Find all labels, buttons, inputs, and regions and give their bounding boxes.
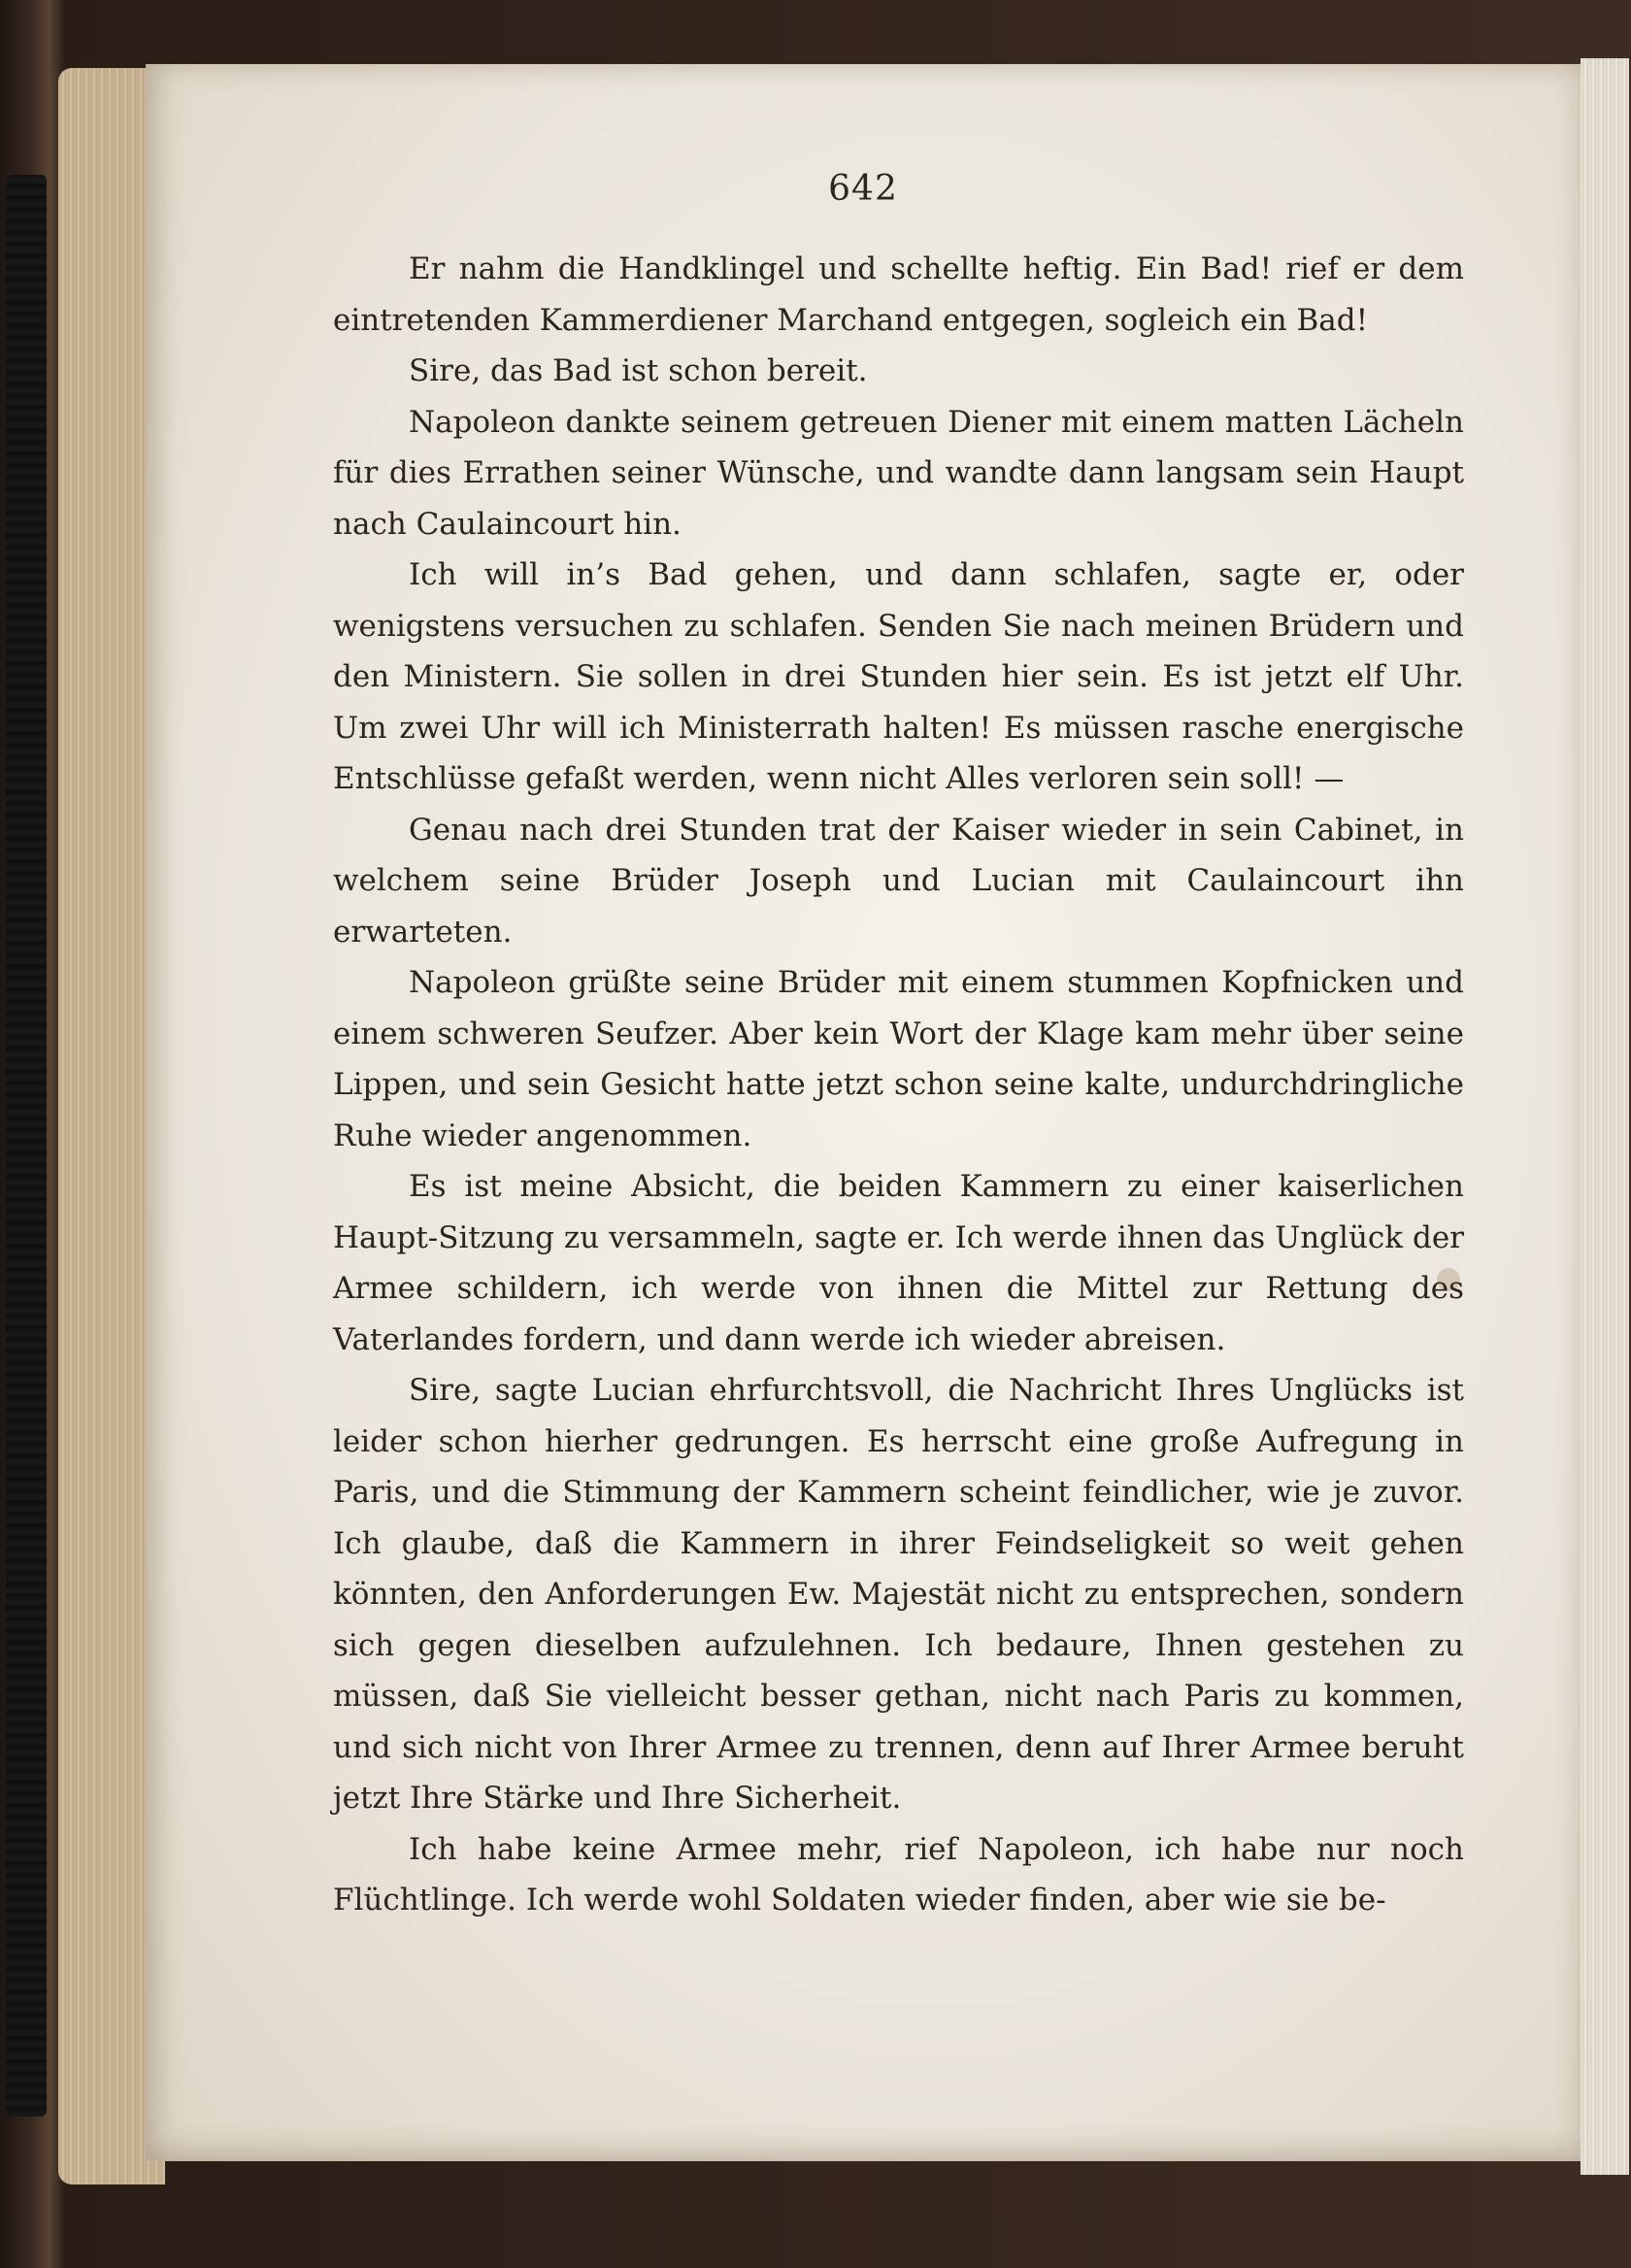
paragraph: Er nahm die Handklingel und schellte heftig. Ein Bad! rief er dem eintretenden Kammerdiener Marchand entgegen, sogleich ein Bad! [333, 251, 1464, 338]
page-text [333, 244, 1464, 1926]
book-page [146, 64, 1581, 2161]
paragraph: Genau nach drei Stunden trat der Kaiser wieder in sein Cabinet, in welchem seine Brüder Joseph und Lucian mit Caulaincourt ihn erwarteten. [333, 812, 1464, 950]
page-number: 642 [828, 169, 898, 209]
paragraph: Sire, sagte Lucian ehrfurchtsvoll, die Nachricht Ihres Unglücks ist leider schon hierher gedrungen. Es herrscht eine große Aufregung in Paris, und die Stimmung der Kammern scheint feindlicher, wie je zuvor. Ich glaube, daß die Kammern in ihrer Feindseligkeit so weit gehen könnten, den Anforderungen Ew. Majestät nicht zu entsprechen, sondern sich gegen dieselben aufzulehnen. Ich bedaure, Ihnen gestehen zu müssen, daß Sie vielleicht besser gethan, nicht nach Paris zu kommen, und sich nicht von Ihrer Armee zu trennen, denn auf Ihrer Armee beruht jetzt Ihre Stärke und Ihre Sicherheit. [333, 1373, 1464, 1816]
paragraph: Napoleon dankte seinem getreuen Diener mit einem matten Lächeln für dies Errathen seiner Wünsche, und wandte dann langsam sein Haupt nach Caulaincourt hin. [333, 404, 1464, 542]
book-spine [6, 175, 47, 2117]
paragraph: Napoleon grüßte seine Brüder mit einem stummen Kopfnicken und einem schweren Seufzer. Aber kein Wort der Klage kam mehr über seine Lippen, und sein Gesicht hatte jetzt schon seine kalte, undurchdringliche Ruhe wieder angenommen. [333, 965, 1464, 1153]
paragraph: Ich habe keine Armee mehr, rief Napoleon, ich habe nur noch Flüchtlinge. Ich werde wohl Soldaten wieder finden, aber wie sie be- [333, 1831, 1464, 1918]
paragraph: Sire, das Bad ist schon bereit. [409, 353, 868, 388]
paragraph: Es ist meine Absicht, die beiden Kammern zu einer kaiserlichen Haupt-Sitzung zu versammeln, sagte er. Ich werde ihnen das Unglück der Armee schildern, ich werde von ihnen die Mittel zur Rettung des Vaterlandes fordern, und dann werde ich wieder abreisen. [333, 1169, 1464, 1357]
paragraph: Ich will in’s Bad gehen, und dann schlafen, sagte er, oder wenigstens versuchen zu schlafen. Senden Sie nach meinen Brüdern und den Ministern. Sie sollen in drei Stunden hier sein. Es ist jetzt elf Uhr. Um zwei Uhr will ich Ministerrath halten! Es müssen rasche energische Entschlüsse gefaßt werden, wenn nicht Alles verloren sein soll! — [333, 557, 1464, 796]
page-edges-right [1581, 58, 1629, 2175]
